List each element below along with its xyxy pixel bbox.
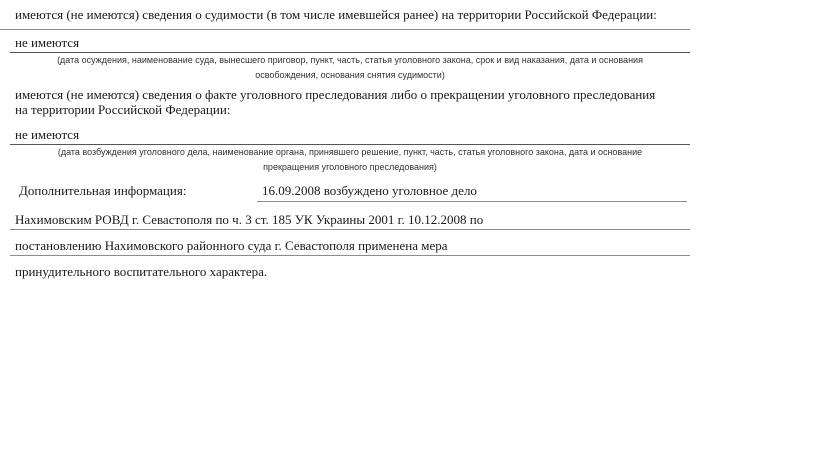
prosecution-question-line-2: на территории Российской Федерации: xyxy=(15,102,231,117)
additional-info-line-2 xyxy=(10,229,690,230)
additional-info-line-1 xyxy=(257,201,687,202)
additional-info-value-line-2: Нахимовским РОВД г. Севастополя по ч. 3 ст. 185 УК Украины 2001 г. 10.12.2008 по xyxy=(15,212,484,227)
prosecution-answer-line xyxy=(10,144,690,145)
criminal-record-caption-1: (дата осуждения, наименование суда, вынесшего приговор, пункт, часть, статья уголовного закона, срок и вид наказания, дата и основания xyxy=(57,55,643,65)
prosecution-question-line-1: имеются (не имеются) сведения о факте уголовного преследования либо о прекращении уголовного преследования xyxy=(15,87,656,102)
criminal-record-answer: не имеются xyxy=(15,35,80,50)
additional-info-label: Дополнительная информация: xyxy=(19,183,187,198)
criminal-record-caption-2: освобождения, основания снятия судимости) xyxy=(255,70,445,80)
criminal-record-question: имеются (не имеются) сведения о судимости (в том числе имевшейся ранее) на территории Российской Федерации: xyxy=(15,7,657,22)
additional-info-value-line-1: 16.09.2008 возбуждено уголовное дело xyxy=(262,183,477,198)
prosecution-caption-1: (дата возбуждения уголовного дела, наименование органа, принявшего решение, пункт, часть, статья уголовного закона, дата и основание xyxy=(57,147,643,157)
prosecution-caption-2: прекращения уголовного преследования) xyxy=(263,162,437,172)
top-divider xyxy=(0,29,690,30)
criminal-record-answer-line xyxy=(10,52,690,53)
additional-info-line-3 xyxy=(10,255,690,256)
additional-info-value-line-3: постановлению Нахимовского районного суда г. Севастополя применена мера xyxy=(15,238,448,253)
prosecution-answer: не имеются xyxy=(15,127,80,142)
additional-info-value-line-4: принудительного воспитательного характера. xyxy=(15,264,268,279)
